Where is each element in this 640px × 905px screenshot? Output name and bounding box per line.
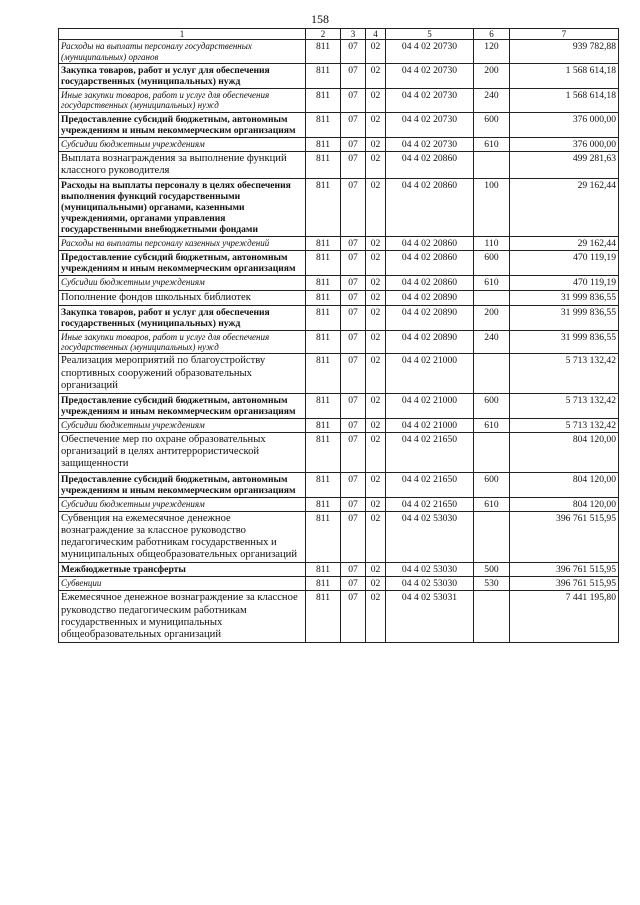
table-row [59, 290, 619, 305]
target-article-cell: 04 4 02 21650 [386, 472, 474, 497]
row-name-cell: Предоставление субсидий бюджетным, автономным учреждениям и иным некоммерческим организациям [59, 112, 306, 137]
section-code-cell: 07 [341, 393, 366, 418]
department-code-cell: 811 [306, 591, 341, 643]
department-code-cell: 811 [306, 354, 341, 394]
expense-type-cell: 200 [474, 305, 510, 330]
column-number: 4 [366, 29, 386, 40]
target-article-cell: 04 4 02 20730 [386, 137, 474, 151]
subsection-code-cell: 02 [366, 137, 386, 151]
amount-cell: 31 999 836,55 [510, 305, 619, 330]
row-name-cell: Субсидии бюджетным учреждениям [59, 419, 306, 433]
amount-cell: 470 119,19 [510, 251, 619, 276]
target-article-cell: 04 4 02 20860 [386, 276, 474, 290]
table-row [59, 497, 619, 511]
expense-type-cell: 100 [474, 179, 510, 237]
column-number: 2 [306, 29, 341, 40]
amount-cell: 396 761 515,95 [510, 563, 619, 577]
table-row [59, 151, 619, 178]
subsection-code-cell: 02 [366, 330, 386, 354]
row-name-cell: Предоставление субсидий бюджетным, автономным учреждениям и иным некоммерческим организациям [59, 393, 306, 418]
amount-cell: 29 162,44 [510, 179, 619, 237]
target-article-cell: 04 4 02 21000 [386, 393, 474, 418]
amount-cell: 1 568 614,18 [510, 64, 619, 89]
table-row [59, 112, 619, 137]
row-name-cell: Межбюджетные трансферты [59, 563, 306, 577]
row-name-cell: Расходы на выплаты персоналу казенных учреждений [59, 237, 306, 251]
row-name-cell: Расходы на выплаты персоналу государственных (муниципальных) органов [59, 40, 306, 64]
expense-type-cell: 200 [474, 64, 510, 89]
column-number: 3 [341, 29, 366, 40]
section-code-cell: 07 [341, 305, 366, 330]
section-code-cell: 07 [341, 112, 366, 137]
department-code-cell: 811 [306, 251, 341, 276]
department-code-cell: 811 [306, 563, 341, 577]
amount-cell: 31 999 836,55 [510, 330, 619, 354]
table-row [59, 433, 619, 473]
department-code-cell: 811 [306, 179, 341, 237]
department-code-cell: 811 [306, 305, 341, 330]
department-code-cell: 811 [306, 40, 341, 64]
amount-cell: 376 000,00 [510, 137, 619, 151]
expense-type-cell [474, 511, 510, 563]
department-code-cell: 811 [306, 577, 341, 591]
expense-type-cell: 240 [474, 89, 510, 113]
subsection-code-cell: 02 [366, 433, 386, 473]
amount-cell: 804 120,00 [510, 497, 619, 511]
target-article-cell: 04 4 02 20860 [386, 179, 474, 237]
expense-type-cell: 110 [474, 237, 510, 251]
row-name-cell: Иные закупки товаров, работ и услуг для обеспечения государственных (муниципальных) нужд [59, 330, 306, 354]
table-row [59, 89, 619, 113]
subsection-code-cell: 02 [366, 354, 386, 394]
department-code-cell: 811 [306, 151, 341, 178]
row-name-cell: Закупка товаров, работ и услуг для обеспечения государственных (муниципальных) нужд [59, 64, 306, 89]
department-code-cell: 811 [306, 393, 341, 418]
department-code-cell: 811 [306, 276, 341, 290]
section-code-cell: 07 [341, 563, 366, 577]
table-row [59, 179, 619, 237]
amount-cell: 470 119,19 [510, 276, 619, 290]
section-code-cell: 07 [341, 251, 366, 276]
column-number-row [59, 29, 619, 40]
table-row [59, 393, 619, 418]
expense-type-cell: 600 [474, 251, 510, 276]
subsection-code-cell: 02 [366, 290, 386, 305]
section-code-cell: 07 [341, 290, 366, 305]
subsection-code-cell: 02 [366, 112, 386, 137]
expense-type-cell: 610 [474, 419, 510, 433]
amount-cell: 1 568 614,18 [510, 89, 619, 113]
section-code-cell: 07 [341, 511, 366, 563]
table-row [59, 511, 619, 563]
table-row [59, 577, 619, 591]
section-code-cell: 07 [341, 237, 366, 251]
row-name-cell: Пополнение фондов школьных библиотек [59, 290, 306, 305]
amount-cell: 499 281,63 [510, 151, 619, 178]
subsection-code-cell: 02 [366, 472, 386, 497]
section-code-cell: 07 [341, 354, 366, 394]
target-article-cell: 04 4 02 20730 [386, 64, 474, 89]
section-code-cell: 07 [341, 137, 366, 151]
section-code-cell: 07 [341, 89, 366, 113]
section-code-cell: 07 [341, 577, 366, 591]
amount-cell: 939 782,88 [510, 40, 619, 64]
row-name-cell: Обеспечение мер по охране образовательных организаций в целях антитеррористической защищенности [59, 433, 306, 473]
table-row [59, 330, 619, 354]
expense-type-cell: 120 [474, 40, 510, 64]
row-name-cell: Предоставление субсидий бюджетным, автономным учреждениям и иным некоммерческим организациям [59, 472, 306, 497]
section-code-cell: 07 [341, 276, 366, 290]
subsection-code-cell: 02 [366, 237, 386, 251]
target-article-cell: 04 4 02 20890 [386, 330, 474, 354]
page-number: 158 [311, 12, 329, 26]
table-row [59, 40, 619, 64]
expense-type-cell [474, 354, 510, 394]
amount-cell: 396 761 515,95 [510, 511, 619, 563]
amount-cell: 5 713 132,42 [510, 354, 619, 394]
section-code-cell: 07 [341, 433, 366, 473]
target-article-cell: 04 4 02 20730 [386, 40, 474, 64]
amount-cell: 376 000,00 [510, 112, 619, 137]
amount-cell: 804 120,00 [510, 472, 619, 497]
target-article-cell: 04 4 02 20730 [386, 89, 474, 113]
table-row [59, 591, 619, 643]
table-row [59, 64, 619, 89]
amount-cell: 5 713 132,42 [510, 393, 619, 418]
expense-type-cell [474, 433, 510, 473]
subsection-code-cell: 02 [366, 151, 386, 178]
target-article-cell: 04 4 02 53030 [386, 563, 474, 577]
amount-cell: 396 761 515,95 [510, 577, 619, 591]
expense-type-cell: 600 [474, 472, 510, 497]
row-name-cell: Субвенции [59, 577, 306, 591]
expense-type-cell: 240 [474, 330, 510, 354]
expense-type-cell: 600 [474, 393, 510, 418]
table-row [59, 354, 619, 394]
row-name-cell: Расходы на выплаты персоналу в целях обеспечения выполнения функций государственными (муниципальными) органами, казенными учреждениями, органами управления государственными внебюджетными фондами [59, 179, 306, 237]
row-name-cell: Ежемесячное денежное вознаграждение за классное руководство педагогическим работникам государственных и муниципальных общеобразовательных организаций [59, 591, 306, 643]
subsection-code-cell: 02 [366, 64, 386, 89]
amount-cell: 804 120,00 [510, 433, 619, 473]
column-number: 7 [510, 29, 619, 40]
row-name-cell: Субсидии бюджетным учреждениям [59, 497, 306, 511]
subsection-code-cell: 02 [366, 89, 386, 113]
column-number: 6 [474, 29, 510, 40]
row-name-cell: Субсидии бюджетным учреждениям [59, 276, 306, 290]
department-code-cell: 811 [306, 290, 341, 305]
amount-cell: 31 999 836,55 [510, 290, 619, 305]
table-row [59, 419, 619, 433]
section-code-cell: 07 [341, 497, 366, 511]
target-article-cell: 04 4 02 20890 [386, 290, 474, 305]
section-code-cell: 07 [341, 179, 366, 237]
target-article-cell: 04 4 02 21000 [386, 354, 474, 394]
section-code-cell: 07 [341, 419, 366, 433]
table-row [59, 251, 619, 276]
table-row [59, 472, 619, 497]
row-name-cell: Субвенция на ежемесячное денежное вознаграждение за классное руководство педагогическим работникам государственных и муниципальных общеобразовательных организаций [59, 511, 306, 563]
subsection-code-cell: 02 [366, 251, 386, 276]
amount-cell: 5 713 132,42 [510, 419, 619, 433]
amount-cell: 7 441 195,80 [510, 591, 619, 643]
department-code-cell: 811 [306, 237, 341, 251]
row-name-cell: Субсидии бюджетным учреждениям [59, 137, 306, 151]
section-code-cell: 07 [341, 151, 366, 178]
row-name-cell: Предоставление субсидий бюджетным, автономным учреждениям и иным некоммерческим организациям [59, 251, 306, 276]
department-code-cell: 811 [306, 433, 341, 473]
expense-type-cell [474, 151, 510, 178]
expense-type-cell [474, 591, 510, 643]
column-number: 1 [59, 29, 306, 40]
expense-type-cell [474, 290, 510, 305]
row-name-cell: Выплата вознаграждения за выполнение функций классного руководителя [59, 151, 306, 178]
target-article-cell: 04 4 02 20860 [386, 237, 474, 251]
department-code-cell: 811 [306, 419, 341, 433]
table-row [59, 137, 619, 151]
department-code-cell: 811 [306, 330, 341, 354]
table-row [59, 237, 619, 251]
subsection-code-cell: 02 [366, 591, 386, 643]
section-code-cell: 07 [341, 64, 366, 89]
budget-table [58, 28, 619, 643]
expense-type-cell: 610 [474, 497, 510, 511]
target-article-cell: 04 4 02 20860 [386, 251, 474, 276]
subsection-code-cell: 02 [366, 563, 386, 577]
subsection-code-cell: 02 [366, 305, 386, 330]
column-number: 5 [386, 29, 474, 40]
department-code-cell: 811 [306, 137, 341, 151]
department-code-cell: 811 [306, 472, 341, 497]
subsection-code-cell: 02 [366, 497, 386, 511]
expense-type-cell: 600 [474, 112, 510, 137]
subsection-code-cell: 02 [366, 419, 386, 433]
target-article-cell: 04 4 02 20860 [386, 151, 474, 178]
target-article-cell: 04 4 02 21650 [386, 497, 474, 511]
target-article-cell: 04 4 02 53030 [386, 511, 474, 563]
row-name-cell: Закупка товаров, работ и услуг для обеспечения государственных (муниципальных) нужд [59, 305, 306, 330]
table-row [59, 305, 619, 330]
target-article-cell: 04 4 02 53030 [386, 577, 474, 591]
department-code-cell: 811 [306, 64, 341, 89]
department-code-cell: 811 [306, 89, 341, 113]
target-article-cell: 04 4 02 20890 [386, 305, 474, 330]
expense-type-cell: 610 [474, 137, 510, 151]
subsection-code-cell: 02 [366, 40, 386, 64]
table-row [59, 276, 619, 290]
section-code-cell: 07 [341, 330, 366, 354]
subsection-code-cell: 02 [366, 393, 386, 418]
target-article-cell: 04 4 02 21650 [386, 433, 474, 473]
row-name-cell: Иные закупки товаров, работ и услуг для обеспечения государственных (муниципальных) нужд [59, 89, 306, 113]
expense-type-cell: 500 [474, 563, 510, 577]
department-code-cell: 811 [306, 511, 341, 563]
section-code-cell: 07 [341, 591, 366, 643]
section-code-cell: 07 [341, 472, 366, 497]
subsection-code-cell: 02 [366, 179, 386, 237]
row-name-cell: Реализация мероприятий по благоустройству спортивных сооружений образовательных организаций [59, 354, 306, 394]
department-code-cell: 811 [306, 112, 341, 137]
subsection-code-cell: 02 [366, 511, 386, 563]
expense-type-cell: 610 [474, 276, 510, 290]
target-article-cell: 04 4 02 53031 [386, 591, 474, 643]
target-article-cell: 04 4 02 20730 [386, 112, 474, 137]
department-code-cell: 811 [306, 497, 341, 511]
subsection-code-cell: 02 [366, 276, 386, 290]
amount-cell: 29 162,44 [510, 237, 619, 251]
target-article-cell: 04 4 02 21000 [386, 419, 474, 433]
table-row [59, 563, 619, 577]
subsection-code-cell: 02 [366, 577, 386, 591]
section-code-cell: 07 [341, 40, 366, 64]
expense-type-cell: 530 [474, 577, 510, 591]
